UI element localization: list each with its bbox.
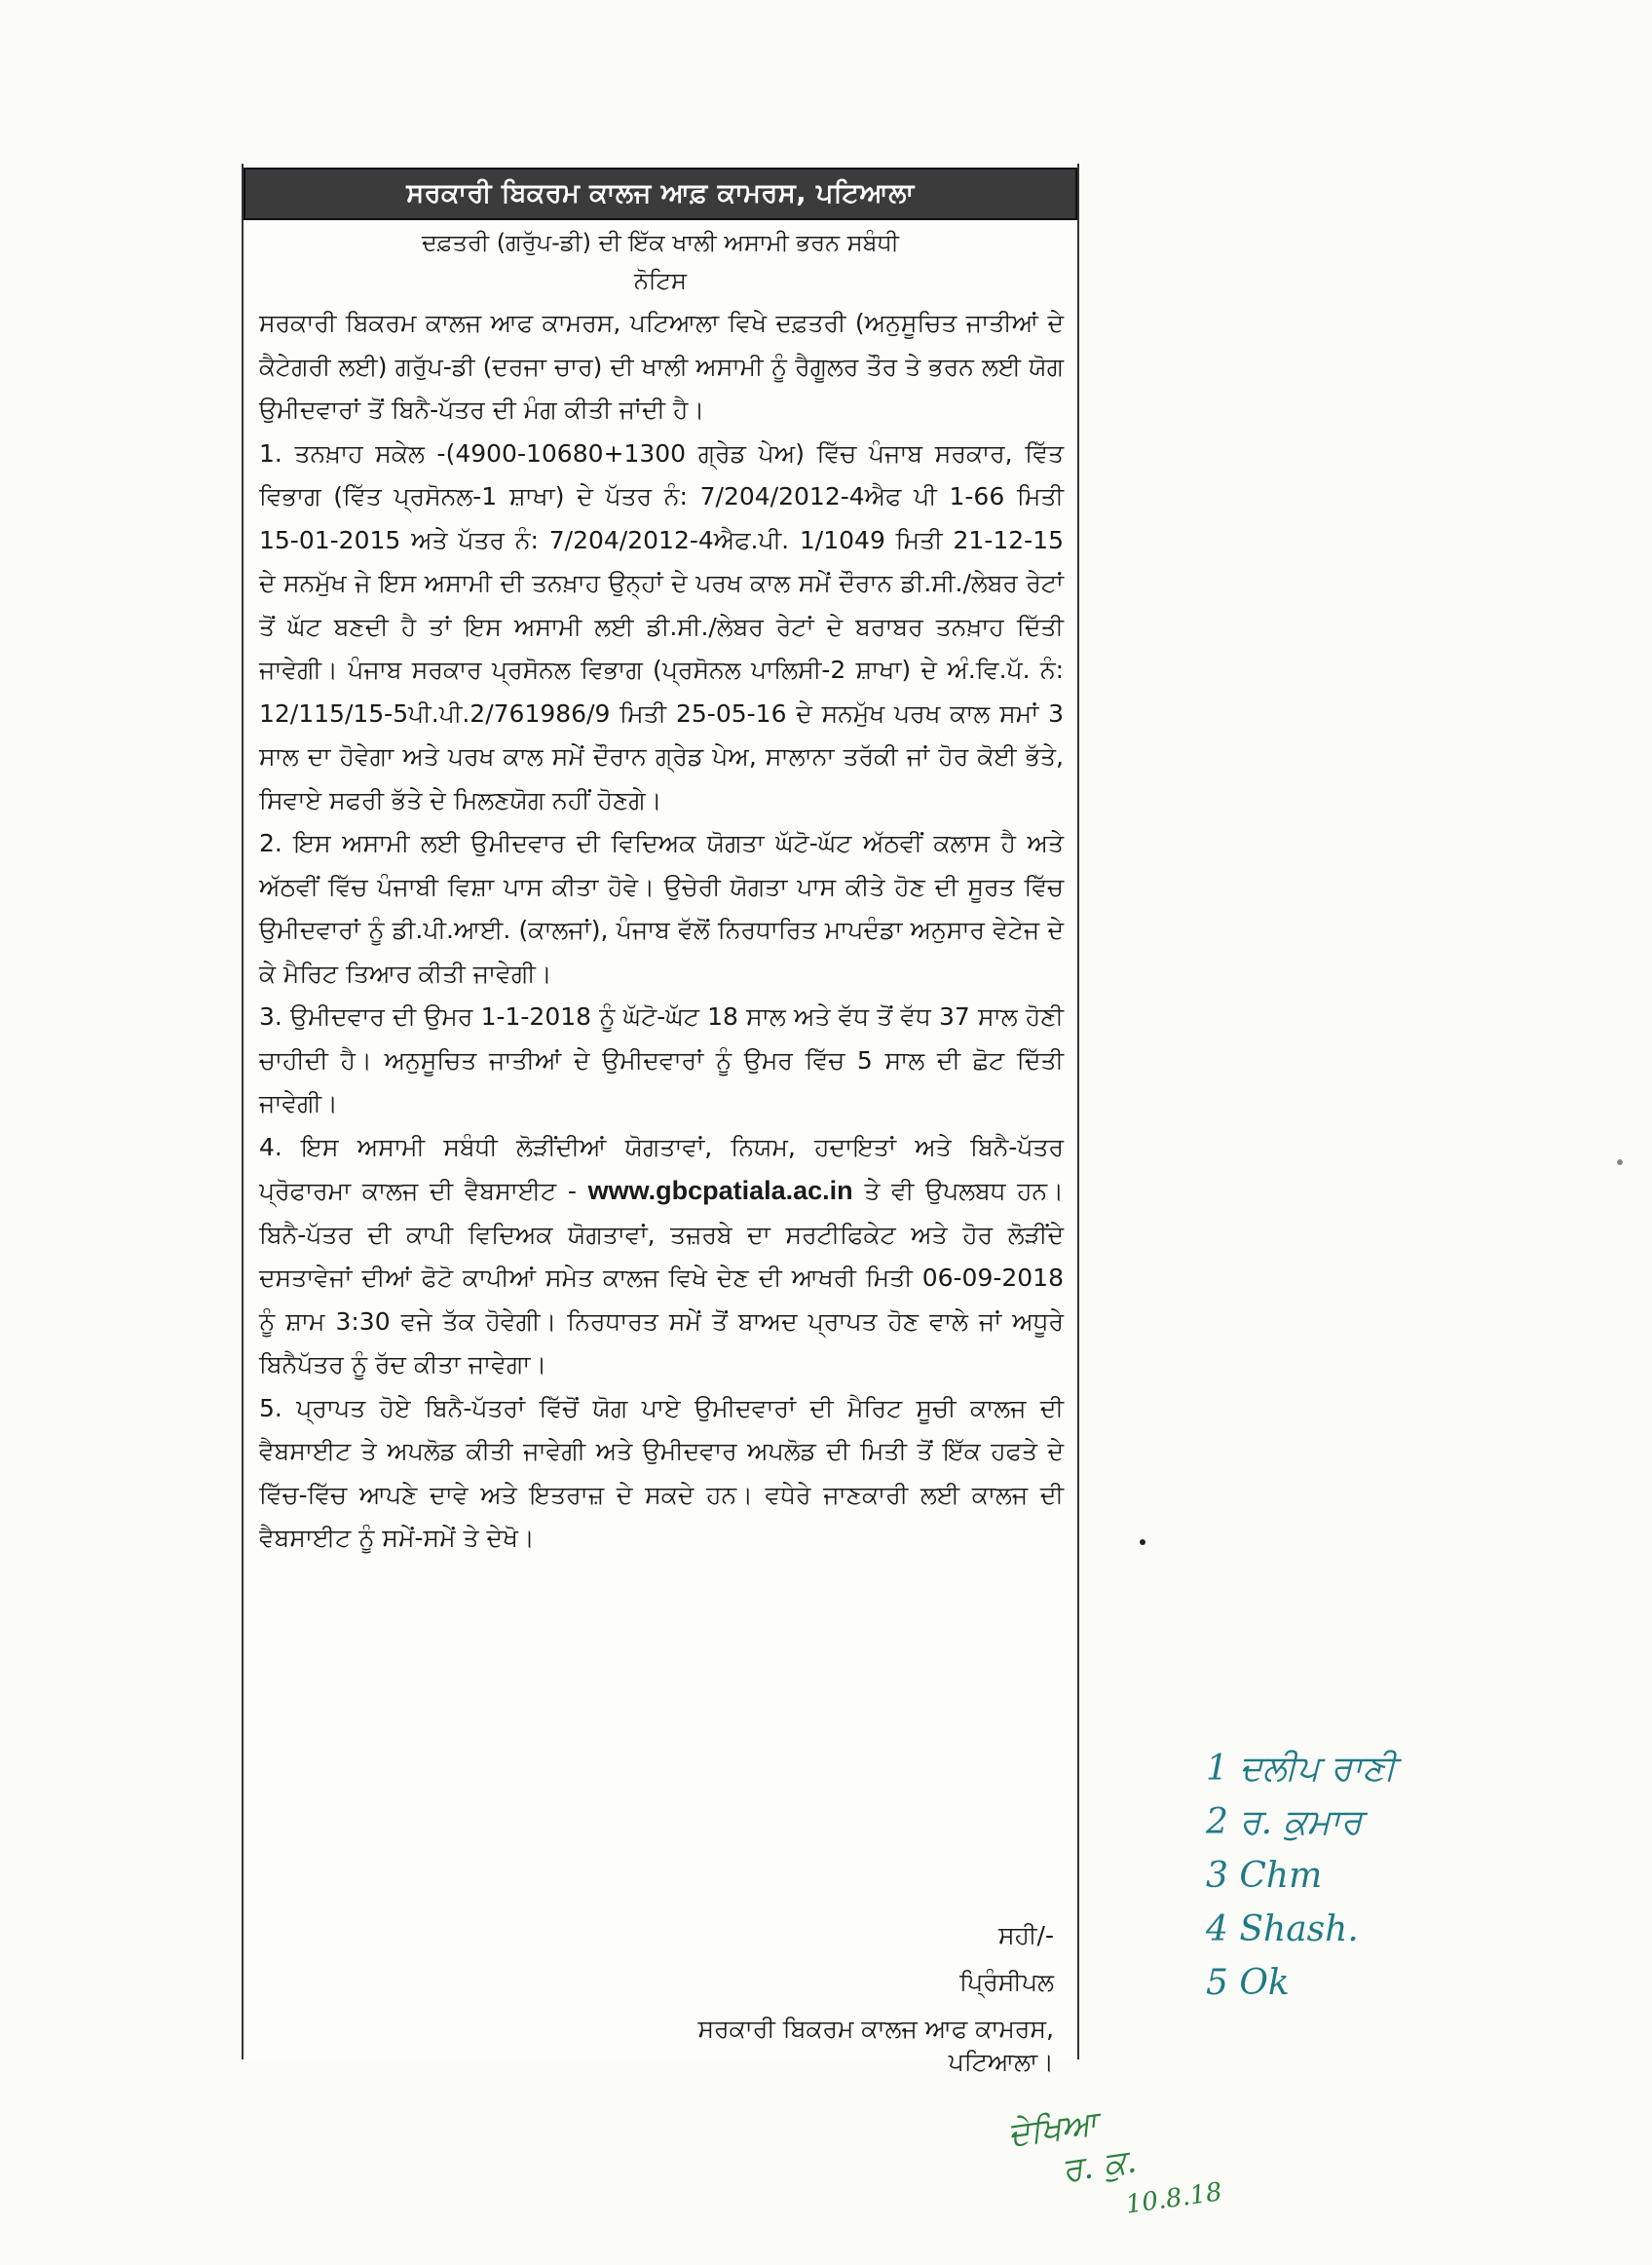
signed-mark: ਸਹੀ/- bbox=[998, 1921, 1054, 1949]
point-4 bbox=[259, 1126, 1064, 1387]
handwritten-item: 3 Chm bbox=[1206, 1856, 1323, 1896]
point-2: 2. ਇਸ ਅਸਾਮੀ ਲਈ ਉਮੀਦਵਾਰ ਦੀ ਵਿਦਿਅਕ ਯੋਗਤਾ ਘੱਟੋ-ਘੱਟ ਅੱਠਵੀਂ ਕਲਾਸ ਹੈ ਅਤੇ ਅੱਠਵੀਂ ਵਿੱਚ ਪੰਜਾਬੀ ਵਿਸ਼ਾ ਪਾਸ ਕੀਤਾ ਹੋਵੇ। ਉਚੇਰੀ ਯੋਗਤਾ ਪਾਸ ਕੀਤੇ ਹੋਣ ਦੀ ਸੂਰਤ ਵਿੱਚ ਉਮੀਦਵਾਰਾਂ ਨੂੰ ਡੀ.ਪੀ.ਆਈ. (ਕਾਲਜਾਂ), ਪੰਜਾਬ ਵੱਲੋਂ ਨਿਰਧਾਰਿਤ ਮਾਪਦੰਡਾ ਅਨੁਸਾਰ ਵੇਟੇਜ ਦੇ ਕੇ ਮੈਰਿਟ ਤਿਆਰ ਕੀਤੀ ਜਾਵੇਗੀ। bbox=[259, 829, 1064, 988]
handwritten-list bbox=[1206, 1742, 1396, 2010]
handwritten-note-line: ਦੇਖਿਆ bbox=[1005, 2103, 1100, 2155]
handwritten-item: 4 Shash. bbox=[1206, 1909, 1359, 1949]
point-4-end: ਤੇ ਵੀ ਉਪਲਬਧ ਹਨ। ਬਿਨੈ-ਪੱਤਰ ਦੀ ਕਾਪੀ ਵਿਦਿਅਕ ਯੋਗਤਾਵਾਂ, ਤਜ਼ਰਬੇ ਦਾ ਸਰਟੀਫਿਕੇਟ ਅਤੇ ਹੋਰ ਲੋੜੀਂਦੇ ਦਸਤਾਵੇਜਾਂ ਦੀਆਂ ਫੋਟੋ ਕਾਪੀਆਂ ਸਮੇਤ ਕਾਲਜ ਵਿਖੇ ਦੇਣ ਦੀ ਆਖਰੀ ਮਿਤੀ 06-09-2018 ਨੂੰ ਸ਼ਾਮ 3:30 ਵਜੇ ਤੱਕ ਹੋਵੇਗੀ। ਨਿਰਧਾਰਤ ਸਮੇਂ ਤੋਂ ਬਾਅਦ ਪ੍ਰਾਪਤ ਹੋਣ ਵਾਲੇ ਜਾਂ ਅਧੂਰੇ ਬਿਨੈਪੱਤਰ ਨੂੰ ਰੱਦ ਕੀਤਾ ਜਾਵੇਗਾ। bbox=[259, 1177, 1064, 1378]
newspaper-clipping bbox=[242, 164, 1079, 2076]
principal-designation: ਪ੍ਰਿੰਸੀਪਲ bbox=[959, 1968, 1054, 1996]
handwritten-item: 2 ਰ. ਕੁਮਾਰ bbox=[1206, 1802, 1363, 1842]
point-3: 3. ਉਮੀਦਵਾਰ ਦੀ ਉਮਰ 1-1-2018 ਨੂੰ ਘੱਟੋ-ਘੱਟ 18 ਸਾਲ ਅਤੇ ਵੱਧ ਤੋਂ ਵੱਧ 37 ਸਾਲ ਹੋਣੀ ਚਾਹੀਦੀ ਹੈ। ਅਨੁਸੂਚਿਤ ਜਾਤੀਆਂ ਦੇ ਉਮੀਦਵਾਰਾਂ ਨੂੰ ਉਮਰ ਵਿੱਚ 5 ਸਾਲ ਦੀ ਛੋਟ ਦਿੱਤੀ ਜਾਵੇਗੀ। bbox=[259, 1002, 1064, 1117]
notice-body bbox=[244, 300, 1077, 1561]
handwritten-note bbox=[1005, 2086, 1225, 2242]
city-name-cut: ਪਟਿਆਲਾ। bbox=[948, 2048, 1054, 2076]
college-website: www.gbcpatiala.ac.in bbox=[587, 1176, 853, 1205]
notice-subtitle bbox=[244, 224, 1077, 300]
point-5: 5. ਪ੍ਰਾਪਤ ਹੋਏ ਬਿਨੈ-ਪੱਤਰਾਂ ਵਿੱਚੋਂ ਯੋਗ ਪਾਏ ਉਮੀਦਵਾਰਾਂ ਦੀ ਮੈਰਿਟ ਸੂਚੀ ਕਾਲਜ ਦੀ ਵੈਬਸਾਈਟ ਤੇ ਅਪਲੋਡ ਕੀਤੀ ਜਾਵੇਗੀ ਅਤੇ ਉਮੀਦਵਾਰ ਅਪਲੋਡ ਦੀ ਮਿਤੀ ਤੋਂ ਇੱਕ ਹਫਤੇ ਦੇ ਵਿੱਚ-ਵਿੱਚ ਆਪਣੇ ਦਾਵੇ ਅਤੇ ਇਤਰਾਜ਼ ਦੇ ਸਕਦੇ ਹਨ। ਵਧੇਰੇ ਜਾਣਕਾਰੀ ਲਈ ਕਾਲਜ ਦੀ ਵੈਬਸਾਈਟ ਨੂੰ ਸਮੇਂ-ਸਮੇਂ ਤੇ ਦੇਖੋ। bbox=[259, 1393, 1064, 1552]
handwritten-item: 5 Ok bbox=[1206, 1963, 1290, 2003]
notice-word: ਨੋਟਿਸ bbox=[633, 267, 688, 294]
speck-dot bbox=[1140, 1539, 1145, 1545]
handwritten-note-line: ਰ. ਕੁ. bbox=[1059, 2141, 1140, 2191]
handwritten-date: 10.8.18 bbox=[1123, 2177, 1224, 2220]
signature-block bbox=[697, 1912, 1054, 2076]
speck-dot bbox=[1617, 1159, 1623, 1165]
college-banner: ਸਰਕਾਰੀ ਬਿਕਰਮ ਕਾਲਜ ਆਫ਼ ਕਾਮਰਸ, ਪਟਿਆਲਾ bbox=[244, 168, 1077, 220]
subtitle-line: ਦਫ਼ਤਰੀ (ਗਰੁੱਪ-ਡੀ) ਦੀ ਇੱਕ ਖਾਲੀ ਅਸਾਮੀ ਭਰਨ ਸਬੰਧੀ bbox=[421, 229, 900, 256]
point-4-start: 4. ਇਸ ਅਸਾਮੀ ਸਬੰਧੀ ਲੋੜੀਂਦੀਆਂ ਯੋਗਤਾਵਾਂ, ਨਿਯਮ, ਹਦਾਇਤਾਂ ਅਤੇ ਬਿਨੈ-ਪੱਤਰ ਪ੍ਰੋਫਾਰਮਾ ਕਾਲਜ ਦੀ ਵੈਬਸਾਈਟ - bbox=[259, 1132, 1064, 1205]
institution-name: ਸਰਕਾਰੀ ਬਿਕਰਮ ਕਾਲਜ ਆਫ ਕਾਮਰਸ, bbox=[697, 2015, 1054, 2043]
point-1: 1. ਤਨਖ਼ਾਹ ਸਕੇਲ -(4900-10680+1300 ਗ੍ਰੇਡ ਪੇਅ) ਵਿੱਚ ਪੰਜਾਬ ਸਰਕਾਰ, ਵਿੱਤ ਵਿਭਾਗ (ਵਿੱਤ ਪ੍ਰਸੋਨਲ-1 ਸ਼ਾਖਾ) ਦੇ ਪੱਤਰ ਨੰ: 7/204/2012-4ਐਫ ਪੀ 1-66 ਮਿਤੀ 15-01-2015 ਅਤੇ ਪੱਤਰ ਨੰ: 7/204/2012-4ਐਫ.ਪੀ. 1/1049 ਮਿਤੀ 21-12-15 ਦੇ ਸਨਮੁੱਖ ਜੇ ਇਸ ਅਸਾਮੀ ਦੀ ਤਨਖ਼ਾਹ ਉਨ੍ਹਾਂ ਦੇ ਪਰਖ ਕਾਲ ਸਮੇਂ ਦੌਰਾਨ ਡੀ.ਸੀ./ਲੇਬਰ ਰੇਟਾਂ ਤੋਂ ਘੱਟ ਬਣਦੀ ਹੈ ਤਾਂ ਇਸ ਅਸਾਮੀ ਲਈ ਡੀ.ਸੀ./ਲੇਬਰ ਰੇਟਾਂ ਦੇ ਬਰਾਬਰ ਤਨਖ਼ਾਹ ਦਿੱਤੀ ਜਾਵੇਗੀ। ਪੰਜਾਬ ਸਰਕਾਰ ਪ੍ਰਸੋਨਲ ਵਿਭਾਗ (ਪ੍ਰਸੋਨਲ ਪਾਲਿਸੀ-2 ਸ਼ਾਖਾ) ਦੇ ਅੰ.ਵਿ.ਪੱ. ਨੰ: 12/115/15-5ਪੀ.ਪੀ.2/761986/9 ਮਿਤੀ 25-05-16 ਦੇ ਸਨਮੁੱਖ ਪਰਖ ਕਾਲ ਸਮਾਂ 3 ਸਾਲ ਦਾ ਹੋਵੇਗਾ ਅਤੇ ਪਰਖ ਕਾਲ ਸਮੇਂ ਦੌਰਾਨ ਗ੍ਰੇਡ ਪੇਅ, ਸਾਲਾਨਾ ਤਰੱਕੀ ਜਾਂ ਹੋਰ ਕੋਈ ਭੱਤੇ, ਸਿਵਾਏ ਸਫਰੀ ਭੱਤੇ ਦੇ ਮਿਲਣਯੋਗ ਨਹੀਂ ਹੋਣਗੇ। bbox=[259, 438, 1064, 814]
handwritten-item: 1 ਦਲੀਪ ਰਾਣੀ bbox=[1206, 1749, 1396, 1789]
intro-paragraph: ਸਰਕਾਰੀ ਬਿਕਰਮ ਕਾਲਜ ਆਫ ਕਾਮਰਸ, ਪਟਿਆਲਾ ਵਿਖੇ ਦਫ਼ਤਰੀ (ਅਨੁਸੂਚਿਤ ਜਾਤੀਆਂ ਦੇ ਕੈਟੇਗਰੀ ਲਈ) ਗਰੁੱਪ-ਡੀ (ਦਰਜਾ ਚਾਰ) ਦੀ ਖਾਲੀ ਅਸਾਮੀ ਨੂੰ ਰੈਗੂਲਰ ਤੌਰ ਤੇ ਭਰਨ ਲਈ ਯੋਗ ਉਮੀਦਵਾਰਾਂ ਤੋਂ ਬਿਨੈ-ਪੱਤਰ ਦੀ ਮੰਗ ਕੀਤੀ ਜਾਂਦੀ ਹੈ। bbox=[259, 309, 1064, 424]
